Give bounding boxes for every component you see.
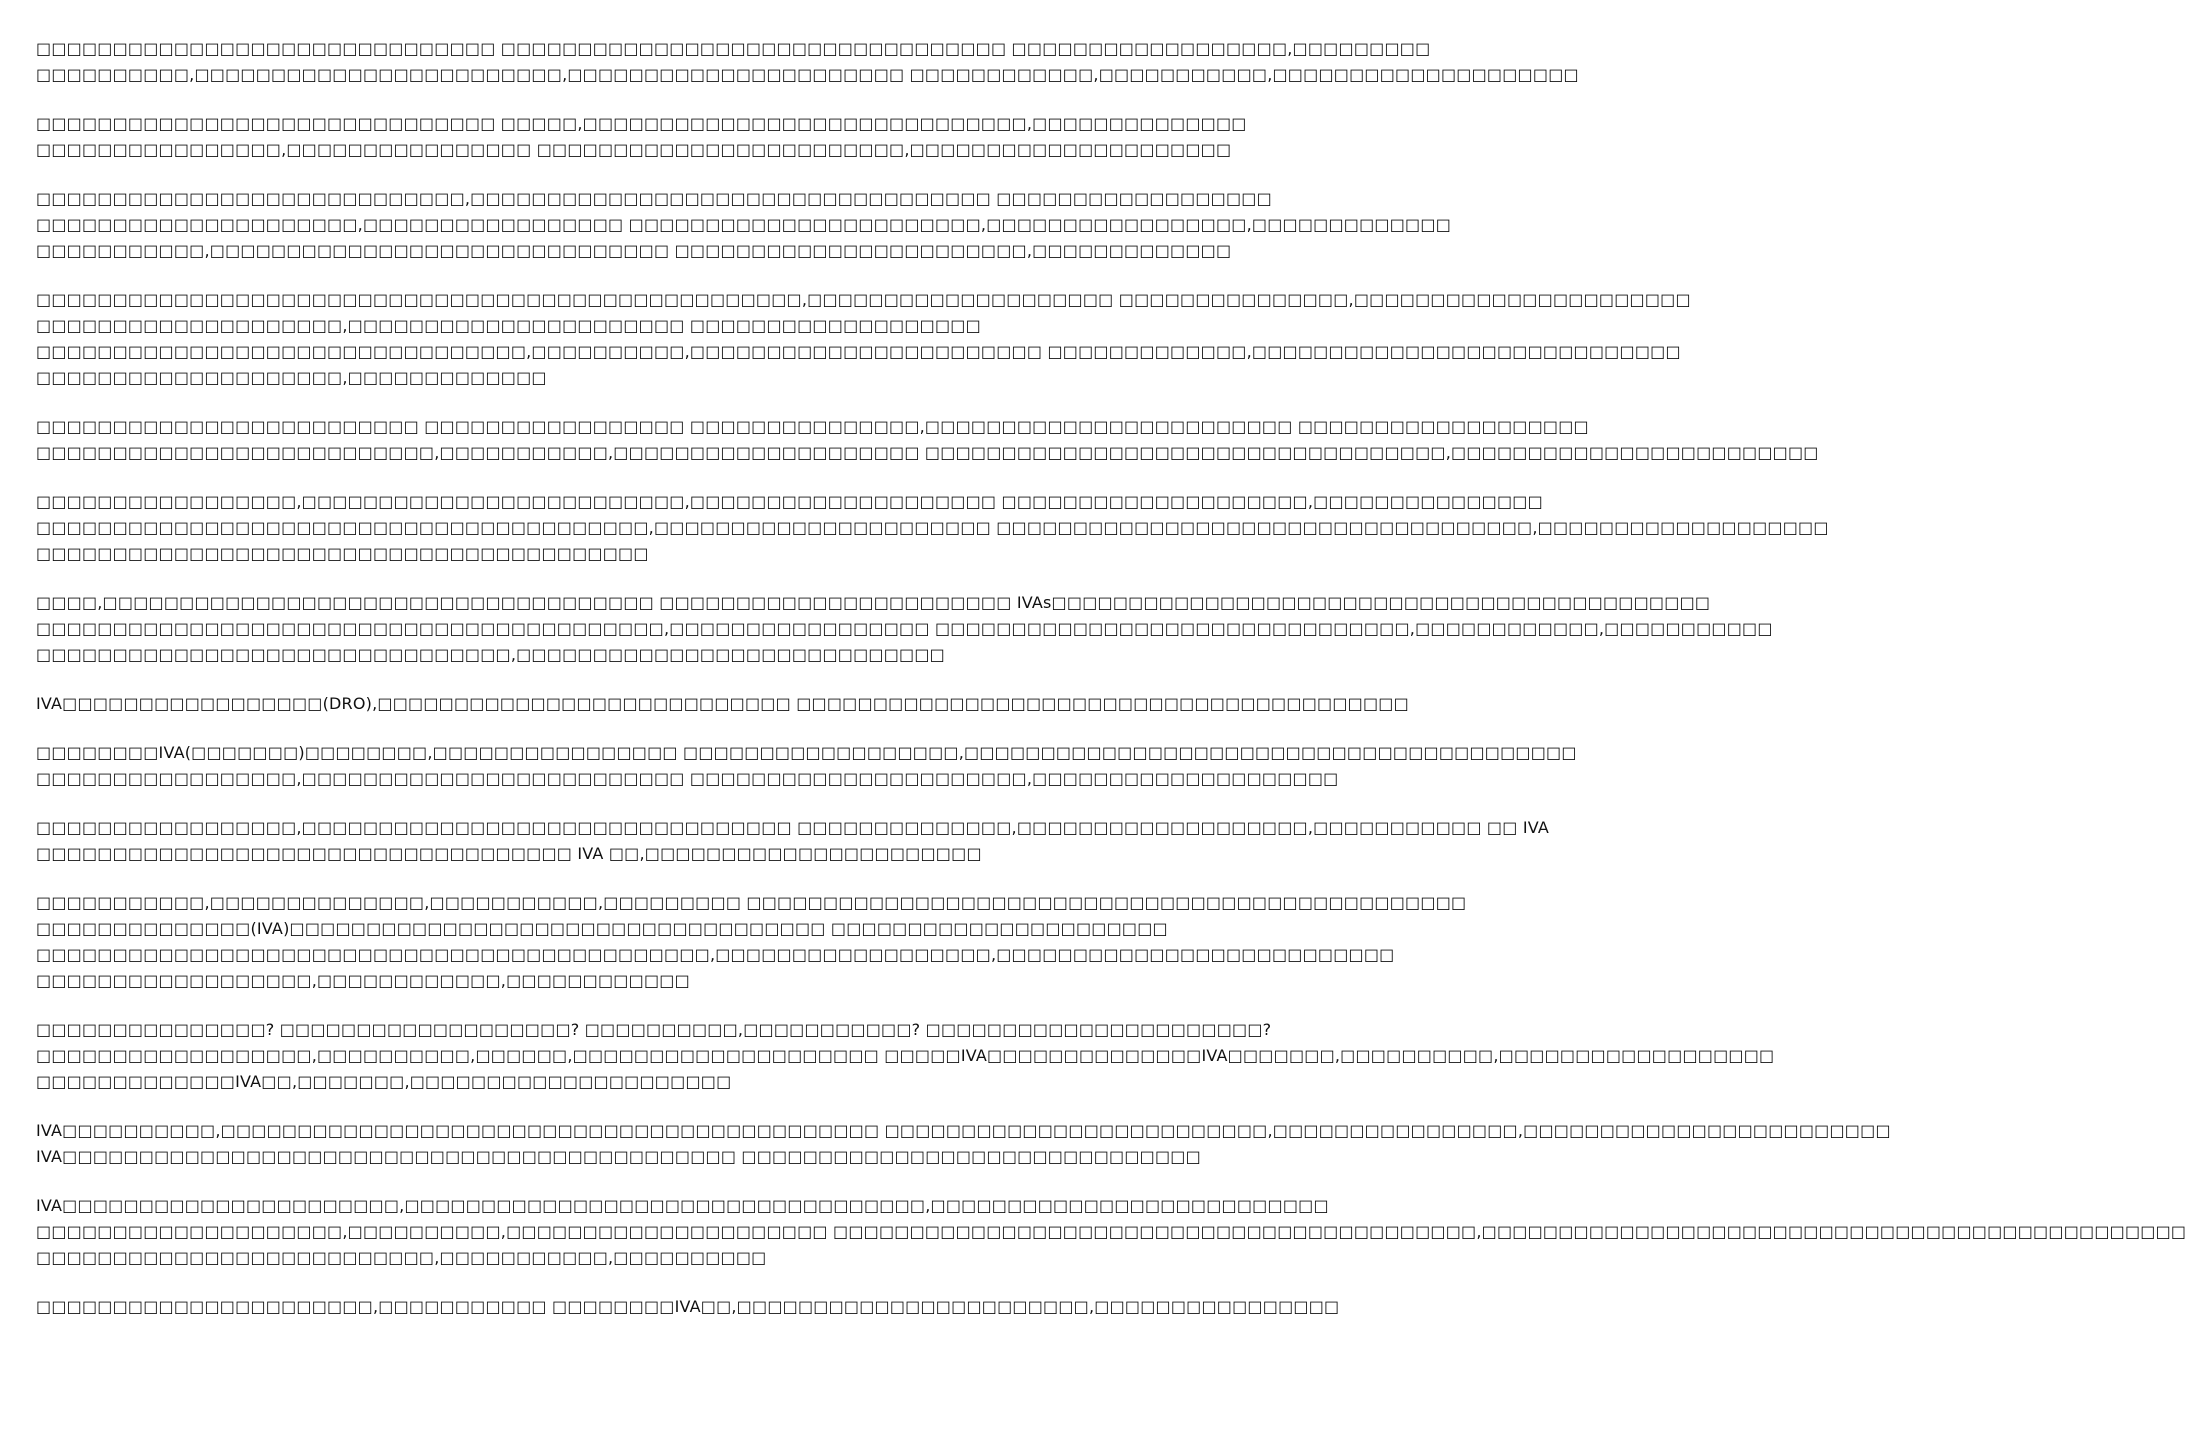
paragraph (36, 186, 1452, 264)
text-line: □□□□□□□□□□□□□□□□□□□□□□□□□□□□□□□□□□□□□□□□□□□□,□□□□□□□□□□□□□□□□□□,□□□□□□□□□□□□□□□□□□□□□□□□□□ (36, 945, 1395, 964)
text-line: IVA□□□□□□□□□□□□□□□□□□□□□□,□□□□□□□□□□□□□□□□□□□□□□□□□□□□□□□□□□,□□□□□□□□□□□□□□□□□□□□□□□□□□ (36, 1196, 1329, 1215)
text-line: □□□□□□□□□□□□□□□□□□□□□□□□□□□□□□ □□□□□□□□□□□□□□□□□□□□□□□□□□□□□□□□□ □□□□□□□□□□□□□□□□□□,□□□□□□□□□ (36, 39, 1431, 58)
text-line: □□□□□□□□□□□□□□(IVA)□□□□□□□□□□□□□□□□□□□□□□□□□□□□□□□□□□□ □□□□□□□□□□□□□□□□□□□□□□ (36, 919, 1168, 938)
text-line: □□□□□□□□□□□,□□□□□□□□□□□□□□,□□□□□□□□□□□,□□□□□□□□□ □□□□□□□□□□□□□□□□□□□□□□□□□□□□□□□□□□□□□□□□□□□□□□□ (36, 893, 1467, 912)
paragraph (36, 489, 1829, 567)
text-line: □□□□□□□□□□□□□□□□□□□□,□□□□□□□□□□□□□ (36, 368, 547, 387)
paragraph (36, 890, 1467, 994)
paragraph (36, 36, 1579, 88)
text-line: □□□□□□□□□□□□□□□? □□□□□□□□□□□□□□□□□□□? □□□□□□□□□□,□□□□□□□□□□□? □□□□□□□□□□□□□□□□□□□□□□? (36, 1020, 1272, 1039)
paragraph (36, 287, 1691, 391)
paragraph (36, 414, 1819, 466)
text-line: □□□□□□□□□□□□□□□□□□□□□□□□□□□□□□□□□□□□□□□□ (36, 544, 649, 563)
paragraph (36, 1118, 1891, 1170)
paragraph (36, 691, 1409, 717)
text-line: □□□□□□□□□□□□□□□□□□□□□□□□□□□□,□□□□□□□□□□□□□□□□□□□□□□□□□□□□□□□□□□ □□□□□□□□□□□□□□□□□□ (36, 189, 1272, 208)
text-line: IVA□□□□□□□□□□,□□□□□□□□□□□□□□□□□□□□□□□□□□□□□□□□□□□□□□□□□□□ □□□□□□□□□□□□□□□□□□□□□□□□□,□□□□□□□□□□□□□□□□,□□□□□□□□□□□□□□□□□□□□□□□□ (36, 1121, 1891, 1140)
text-line: □□□□□□□□□□□□□□□□□□□□□□□□□□□□□□□,□□□□□□□□□□□□□□□□□□□□□□□□□□□□ (36, 645, 945, 664)
text-line: □□□□□□□□□□□□□□□□□□□□□□□□□□□□□□□□□□□□□□□□□□□□□□□□□□,□□□□□□□□□□□□□□□□□□□□ □□□□□□□□□□□□□□□,□□□□□□□□□□□□□□□□□□□□□□ (36, 290, 1691, 309)
text-line: □□□□□□□□□□□□□□□□□□,□□□□□□□□□□□□,□□□□□□□□□□□□ (36, 971, 690, 990)
text-line: □□□□□□□□□□□□□□□□□,□□□□□□□□□□□□□□□□□□□□□□□□□□□□□□□□ □□□□□□□□□□□□□□,□□□□□□□□□□□□□□□□□□□,□□□□□□□□□□□ □□ IVA (36, 818, 1550, 837)
text-line: □□□□□□□□□□□□□□□□□,□□□□□□□□□□□□□□□□□□□□□□□□□ □□□□□□□□□□□□□□□□□□□□□□,□□□□□□□□□□□□□□□□□□□□ (36, 769, 1339, 788)
text-line: □□□□□□□□□□□□□IVA□□,□□□□□□□,□□□□□□□□□□□□□□□□□□□□□ (36, 1072, 732, 1091)
text-line: □□□□□□□□IVA(□□□□□□□)□□□□□□□□,□□□□□□□□□□□□□□□□ □□□□□□□□□□□□□□□□□□,□□□□□□□□□□□□□□□□□□□□□□□□□□□□□□□□□□□□□□□□ (36, 743, 1577, 762)
text-line: □□□□□□□□□□□□□□□□,□□□□□□□□□□□□□□□□ □□□□□□□□□□□□□□□□□□□□□□□□,□□□□□□□□□□□□□□□□□□□□□ (36, 140, 1232, 159)
paragraph (36, 590, 1773, 668)
text-line: □□□□□□□□□□□□□□□□□□□□,□□□□□□□□□□,□□□□□□□□□□□□□□□□□□□□□ □□□□□□□□□□□□□□□□□□□□□□□□□□□□□□□□□□□□□□□□□□,□□□□□□□□□□□□□□□□□□□□□□□□□□□□□□□□□□□□□□□□□□□□□□ (36, 1222, 2186, 1241)
text-line: □□□□□□□□□□□□□□□□□□□□□□□□□□,□□□□□□□□□□□,□□□□□□□□□□ (36, 1248, 767, 1267)
text-line: □□□□□□□□□□□□□□□□□□□□□□□□□□□□□□□□□□□□□□□□,□□□□□□□□□□□□□□□□□□□□□□ □□□□□□□□□□□□□□□□□□□□□□□□□□□□□□□□□□□,□□□□□□□□□□□□□□□□□□□ (36, 518, 1829, 537)
text-line: □□□□□□□□□□□,□□□□□□□□□□□□□□□□□□□□□□□□□□□□□□ □□□□□□□□□□□□□□□□□□□□□□□,□□□□□□□□□□□□□ (36, 241, 1232, 260)
paragraph (36, 1017, 1775, 1095)
paragraph (36, 740, 1577, 792)
text-line: □□□□□□□□□□□□□□□□□□□□□□□□□□,□□□□□□□□□□□,□□□□□□□□□□□□□□□□□□□□ □□□□□□□□□□□□□□□□□□□□□□□□□□□□□□□□□□,□□□□□□□□□□□□□□□□□□□□□□□□ (36, 443, 1819, 462)
text-line: □□□□□□□□□□□□□□□□□□□□□□□□□□□□□□□□,□□□□□□□□□□,□□□□□□□□□□□□□□□□□□□□□□□ □□□□□□□□□□□□□,□□□□□□□□□□□□□□□□□□□□□□□□□□□□ (36, 342, 1681, 361)
text-line: □□□□□□□□□□□□□□□□□□□□□□□□□ □□□□□□□□□□□□□□□□□ □□□□□□□□□□□□□□□,□□□□□□□□□□□□□□□□□□□□□□□□ □□□□□□□□□□□□□□□□□□□ (36, 417, 1589, 436)
text-line: □□□□□□□□□□□□□□□□□□□□□□,□□□□□□□□□□□ □□□□□□□□IVA□□,□□□□□□□□□□□□□□□□□□□□□□□,□□□□□□□□□□□□□□□□ (36, 1297, 1340, 1316)
text-line: □□□□□□□□□□□□□□□□□□□□□,□□□□□□□□□□□□□□□□□ □□□□□□□□□□□□□□□□□□□□□□□,□□□□□□□□□□□□□□□□□,□□□□□□□□□□□□□ (36, 215, 1452, 234)
text-line: IVA□□□□□□□□□□□□□□□□□□□□□□□□□□□□□□□□□□□□□□□□□□□□ □□□□□□□□□□□□□□□□□□□□□□□□□□□□□□ (36, 1147, 1201, 1166)
text-line: □□□□,□□□□□□□□□□□□□□□□□□□□□□□□□□□□□□□□□□□□ □□□□□□□□□□□□□□□□□□□□□□□ IVAs□□□□□□□□□□□□□□□□□□□□□□□□□□□□□□□□□□□□□□□□□□□ (36, 593, 1711, 612)
text-line: □□□□□□□□□□□□□□□□□,□□□□□□□□□□□□□□□□□□□□□□□□□,□□□□□□□□□□□□□□□□□□□□ □□□□□□□□□□□□□□□□□□□□,□□□□□□□□□□□□□□□ (36, 492, 1543, 511)
paragraph (36, 1294, 1340, 1320)
text-line: □□□□□□□□□□□□□□□□□□□□,□□□□□□□□□□□□□□□□□□□□□□ □□□□□□□□□□□□□□□□□□□ (36, 316, 981, 335)
text-line: □□□□□□□□□□□□□□□□□□□□□□□□□□□□□□□□□□□□□□□□□,□□□□□□□□□□□□□□□□□ □□□□□□□□□□□□□□□□□□□□□□□□□□□□□□□,□□□□□□□□□□□□,□□□□□□□□□□□ (36, 619, 1773, 638)
text-line: □□□□□□□□□□□□□□□□□□□□□□□□□□□□□□ □□□□□,□□□□□□□□□□□□□□□□□□□□□□□□□□□□□,□□□□□□□□□□□□□□ (36, 114, 1247, 133)
text-line: □□□□□□□□□□□□□□□□□□,□□□□□□□□□□,□□□□□□,□□□□□□□□□□□□□□□□□□□□ □□□□□IVA□□□□□□□□□□□□□□IVA□□□□□□□,□□□□□□□□□□,□□□□□□□□□□□□□□□□□□ (36, 1046, 1775, 1065)
text-line: □□□□□□□□□□,□□□□□□□□□□□□□□□□□□□□□□□□,□□□□□□□□□□□□□□□□□□□□□□ □□□□□□□□□□□□,□□□□□□□□□□□,□□□□□□□□□□□□□□□□□□□□ (36, 65, 1579, 84)
text-line: IVA□□□□□□□□□□□□□□□□□(DRO),□□□□□□□□□□□□□□□□□□□□□□□□□□□ □□□□□□□□□□□□□□□□□□□□□□□□□□□□□□□□□□□□□□□□ (36, 694, 1409, 713)
paragraph (36, 815, 1550, 867)
paragraph (36, 1193, 2186, 1271)
paragraph (36, 111, 1247, 163)
text-line: □□□□□□□□□□□□□□□□□□□□□□□□□□□□□□□□□□□ IVA □□,□□□□□□□□□□□□□□□□□□□□□□ (36, 844, 982, 863)
